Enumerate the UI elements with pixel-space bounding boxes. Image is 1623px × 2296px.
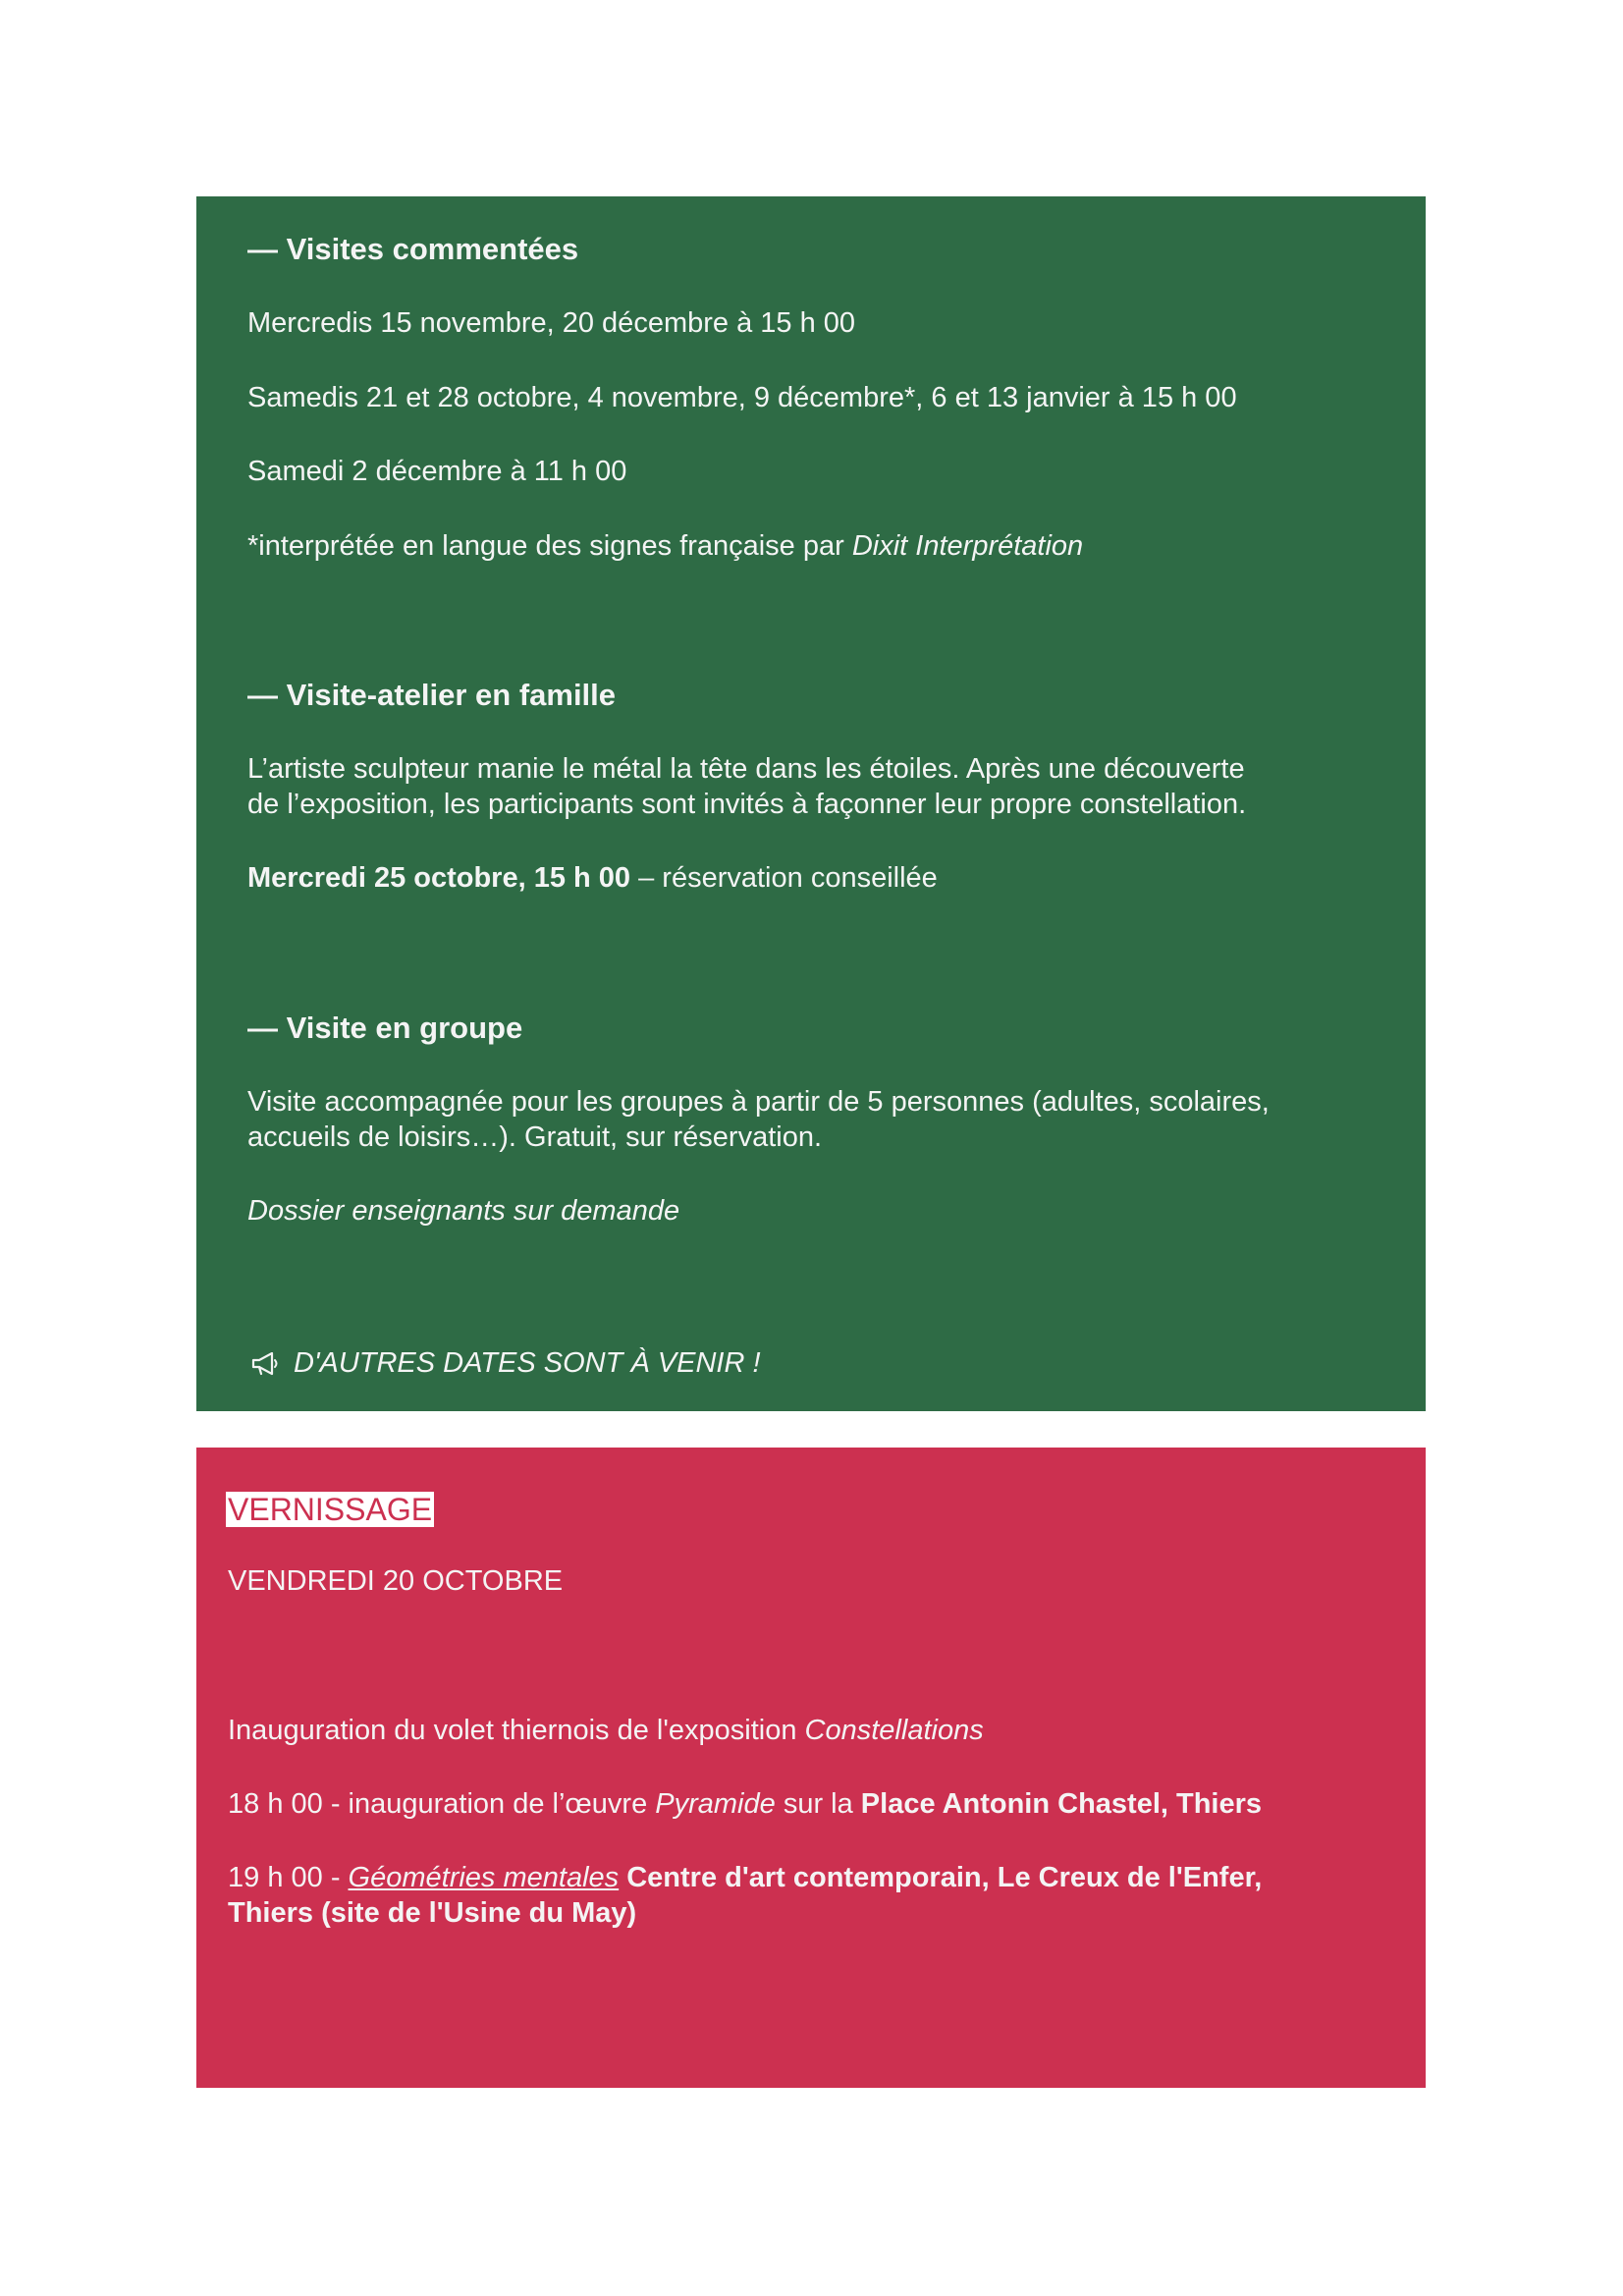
vernissage-date: VENDREDI 20 OCTOBRE (228, 1565, 564, 1597)
atelier-heading: — Visite-atelier en famille (247, 678, 617, 712)
event-1-time: 18 h 00 - inauguration de l’œuvre (228, 1788, 656, 1820)
vernissage-panel (196, 1448, 1426, 2088)
megaphone-icon (250, 1352, 280, 1376)
atelier-desc-1: L’artiste sculpteur manie le métal la tête dans les étoiles. Après une découverte (247, 753, 1245, 785)
visites-heading: — Visites commentées (247, 232, 579, 266)
event-2-place-cont: Thiers (site de l'Usine du May) (228, 1897, 637, 1929)
geometries-link[interactable]: Géométries mentales (348, 1862, 620, 1893)
pyramide-title: Pyramide (655, 1788, 776, 1820)
atelier-date-bold: Mercredi 25 octobre, 15 h 00 (247, 862, 631, 894)
event-1-mid: sur la (775, 1788, 861, 1820)
atelier-date-rest: – réservation conseillée (630, 862, 938, 894)
visites-line-2: Samedis 21 et 28 octobre, 4 novembre, 9 décembre*, 6 et 13 janvier à 15 h 00 (247, 382, 1237, 413)
event-2-time: 19 h 00 - (228, 1862, 349, 1893)
visites-line-3: Samedi 2 décembre à 11 h 00 (247, 456, 627, 487)
atelier-desc-2: de l’exposition, les participants sont invités à façonner leur propre constellation. (247, 789, 1247, 820)
groupe-dossier: Dossier enseignants sur demande (247, 1195, 680, 1227)
constellations-title: Constellations (804, 1715, 984, 1746)
announcement (250, 1345, 761, 1381)
announcement-text: D'AUTRES DATES SONT À VENIR ! (294, 1347, 761, 1379)
groupe-desc-1: Visite accompagnée pour les groupes à partir de 5 personnes (adultes, scolaires, (247, 1086, 1270, 1118)
activities-panel (196, 196, 1426, 1411)
dixit-name: Dixit Interprétation (851, 530, 1084, 562)
event-1 (228, 1786, 1262, 1822)
event-2-place: Centre d'art contemporain, Le Creux de l'Enfer, (619, 1862, 1263, 1893)
groupe-desc-2: accueils de loisirs…). Gratuit, sur réservation. (247, 1121, 823, 1153)
visites-line-1: Mercredis 15 novembre, 20 décembre à 15 h 00 (247, 307, 856, 339)
event-2 (228, 1860, 1262, 1895)
vernissage-badge: VERNISSAGE (228, 1492, 433, 1527)
visites-note (247, 528, 1083, 564)
event-1-place: Place Antonin Chastel, Thiers (860, 1788, 1263, 1820)
atelier-date (247, 860, 938, 896)
inauguration-line (228, 1713, 984, 1748)
groupe-heading: — Visite en groupe (247, 1011, 523, 1045)
visites-note-text: *interprétée en langue des signes française par (247, 530, 852, 562)
inauguration-text: Inauguration du volet thiernois de l'exposition (228, 1715, 805, 1746)
